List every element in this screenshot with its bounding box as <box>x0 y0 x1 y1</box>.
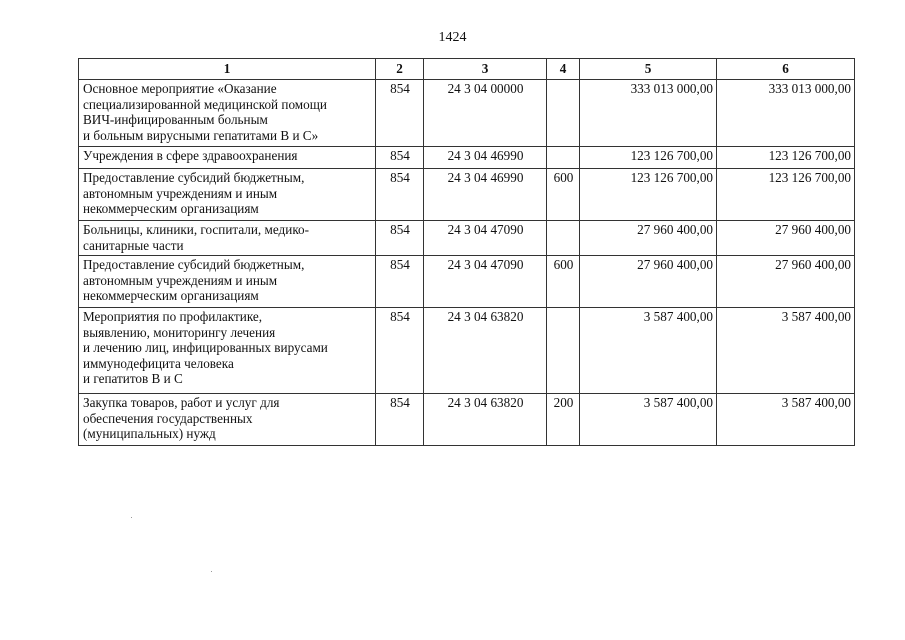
column-header-6: 6 <box>717 59 855 80</box>
column-header-1: 1 <box>79 59 376 80</box>
target-article-cell: 24 3 04 00000 <box>424 80 547 147</box>
amount-cell: 123 126 700,00 <box>580 147 717 169</box>
column-header-5: 5 <box>580 59 717 80</box>
budget-table <box>78 58 855 446</box>
target-article-cell: 24 3 04 47090 <box>424 221 547 256</box>
row-name-cell <box>79 256 376 308</box>
amount-cell: 3 587 400,00 <box>717 394 855 446</box>
expense-type-cell: 600 <box>547 256 580 308</box>
table-row <box>79 147 855 169</box>
ministry-code-cell: 854 <box>376 308 424 394</box>
expense-type-cell <box>547 308 580 394</box>
row-name-cell <box>79 308 376 394</box>
target-article-cell: 24 3 04 46990 <box>424 169 547 221</box>
table-body <box>79 80 855 446</box>
ministry-code-cell: 854 <box>376 394 424 446</box>
expense-type-cell: 600 <box>547 169 580 221</box>
ministry-code-cell: 854 <box>376 256 424 308</box>
ministry-code-cell: 854 <box>376 80 424 147</box>
row-name-text: Основное мероприятие «Оказание специализированной медицинской помощи ВИЧ-инфицированным больным и больным вирусными гепатитами В и С» <box>83 81 327 143</box>
row-name-cell <box>79 221 376 256</box>
expense-type-cell <box>547 147 580 169</box>
amount-cell: 3 587 400,00 <box>717 308 855 394</box>
amount-cell: 333 013 000,00 <box>717 80 855 147</box>
amount-cell: 3 587 400,00 <box>580 394 717 446</box>
row-name-text: Учреждения в сфере здравоохранения <box>83 148 298 163</box>
target-article-cell: 24 3 04 63820 <box>424 394 547 446</box>
row-name-text: Предоставление субсидий бюджетным, автономным учреждениям и иным некоммерческим организациям <box>83 257 305 304</box>
row-name-text: Закупка товаров, работ и услуг для обеспечения государственных (муниципальных) нужд <box>83 395 280 442</box>
ministry-code-cell: 854 <box>376 221 424 256</box>
table-header-row <box>79 59 855 80</box>
row-name-text: Больницы, клиники, госпитали, медико- санитарные части <box>83 222 310 253</box>
amount-cell: 123 126 700,00 <box>717 169 855 221</box>
row-name-cell <box>79 169 376 221</box>
table-row <box>79 221 855 256</box>
amount-cell: 123 126 700,00 <box>717 147 855 169</box>
target-article-cell: 24 3 04 46990 <box>424 147 547 169</box>
expense-type-cell <box>547 80 580 147</box>
amount-cell: 27 960 400,00 <box>580 256 717 308</box>
row-name-cell <box>79 394 376 446</box>
amount-cell: 3 587 400,00 <box>580 308 717 394</box>
amount-cell: 27 960 400,00 <box>717 221 855 256</box>
ministry-code-cell: 854 <box>376 169 424 221</box>
scan-speck <box>211 571 212 572</box>
column-header-3: 3 <box>424 59 547 80</box>
expense-type-cell <box>547 221 580 256</box>
table-row <box>79 308 855 394</box>
amount-cell: 123 126 700,00 <box>580 169 717 221</box>
column-header-2: 2 <box>376 59 424 80</box>
table-row <box>79 256 855 308</box>
row-name-cell <box>79 80 376 147</box>
row-name-text: Мероприятия по профилактике, выявлению, мониторингу лечения и лечению лиц, инфицированных вирусами иммунодефицита человека и гепатитов В и С <box>83 309 328 387</box>
table-row <box>79 169 855 221</box>
table-row <box>79 394 855 446</box>
scan-speck <box>131 517 132 518</box>
ministry-code-cell: 854 <box>376 147 424 169</box>
amount-cell: 27 960 400,00 <box>580 221 717 256</box>
expense-type-cell: 200 <box>547 394 580 446</box>
table-row <box>79 80 855 147</box>
target-article-cell: 24 3 04 63820 <box>424 308 547 394</box>
amount-cell: 27 960 400,00 <box>717 256 855 308</box>
amount-cell: 333 013 000,00 <box>580 80 717 147</box>
row-name-cell <box>79 147 376 169</box>
column-header-4: 4 <box>547 59 580 80</box>
page-number: 1424 <box>438 30 467 45</box>
target-article-cell: 24 3 04 47090 <box>424 256 547 308</box>
row-name-text: Предоставление субсидий бюджетным, автономным учреждениям и иным некоммерческим организациям <box>83 170 305 217</box>
